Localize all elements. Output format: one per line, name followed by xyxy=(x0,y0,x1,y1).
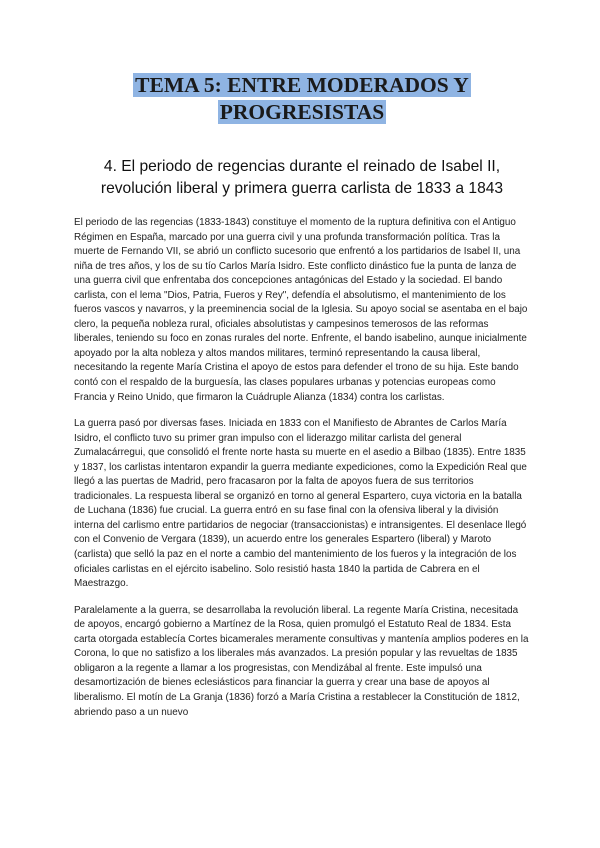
document-title xyxy=(74,72,530,126)
section-heading-line-1: 4. El periodo de regencias durante el reinado de Isabel II, xyxy=(103,158,501,175)
section-heading-line-2: revolución liberal y primera guerra carlista de 1833 a 1843 xyxy=(100,180,504,197)
paragraph-revolucion: Paralelamente a la guerra, se desarrollaba la revolución liberal. La regente María Cristina, necesitada de apoyos, encargó gobierno a Martínez de la Rosa, quien promulgó el Estatuto Real de 1834. Esta carta otorgada establecía Cortes bicamerales meramente consultivas y mantenía amplios poderes en la Corona, lo que no satisfizo a los liberales más avanzados. La presión popular y las revueltas de 1835 obligaron a la regente a llamar a los progresistas, con Mendizábal al frente. Este impulsó una desamortización de bienes eclesiásticos para financiar la guerra y crear una base de apoyos al liberalismo. El motín de La Granja (1836) forzó a María Cristina a restablecer la Constitución de 1812, abriendo paso a un nuevo xyxy=(74,604,529,718)
document-title-line-1: TEMA 5: ENTRE MODERADOS Y xyxy=(135,73,469,97)
paragraph-regencias: El periodo de las regencias (1833-1843) constituye el momento de la ruptura definitiva con el Antiguo Régimen en España, marcado por una guerra civil y una profunda transformación política. Tras la muerte de Fernando VII, se abrió un conflicto sucesorio que enfrentó a los partidarios de Isabel II, una niña de tres años, y los de su tío Carlos María Isidro. Este conflicto dinástico fue la punta de lanza de una guerra civil que enfrentaba dos concepciones antagónicas del Estado y la sociedad. El bando carlista, con el lema "Dios, Patria, Fueros y Rey", defendía el absolutismo, el mantenimiento de los fueros vascos y navarros, y la preeminencia social de la Iglesia. Su apoyo social se asentaba en el bajo clero, la pequeña nobleza rural, oficiales absolutistas y campesinos temerosos de las reformas liberales, teniendo su foco en zonas rurales del norte. Enfrente, el bando isabelino, aunque inicialmente apoyado por la alta nobleza y altos mandos militares, terminó representando la causa liberal, necesitando la regente María Cristina el apoyo de estos para defender el trono de su hija. Este bando contó con el respaldo de la burguesía, las clases populares urbanas y potencias europeas como Francia y Reino Unido, que firmaron la Cuádruple Alianza (1834) contra los carlistas. xyxy=(74,217,528,403)
document-title-line-2: PROGRESISTAS xyxy=(219,100,385,124)
section-heading xyxy=(74,156,530,200)
paragraph-guerra: La guerra pasó por diversas fases. Iniciada en 1833 con el Manifiesto de Abrantes de Carlos María Isidro, el conflicto tuvo su primer gran impulso con el liderazgo militar carlista del general Zumalacárregui, que consolidó el frente norte hasta su muerte en el asedio a Bilbao (1835). Entre 1835 y 1837, los carlistas intentaron expandir la guerra mediante expediciones, como la Expedición Real que llegó a las puertas de Madrid, pero fracasaron por la falta de apoyos fuera de sus territorios tradicionales. La respuesta liberal se organizó en torno al general Espartero, cuya victoria en la batalla de Luchana (1836) fue crucial. La guerra entró en su fase final con la ofensiva liberal y la división interna del carlismo entre partidarios de negociar (transaccionistas) e intransigentes. El desenlace llegó con el Convenio de Vergara (1839), un acuerdo entre los generales Espartero (liberal) y Maroto (carlista) que selló la paz en el norte a cambio del mantenimiento de los fueros y la integración de los oficiales carlistas en el ejército isabelino. Solo resistió hasta 1840 la partida de Cabrera en el Maestrazgo. xyxy=(74,418,527,590)
